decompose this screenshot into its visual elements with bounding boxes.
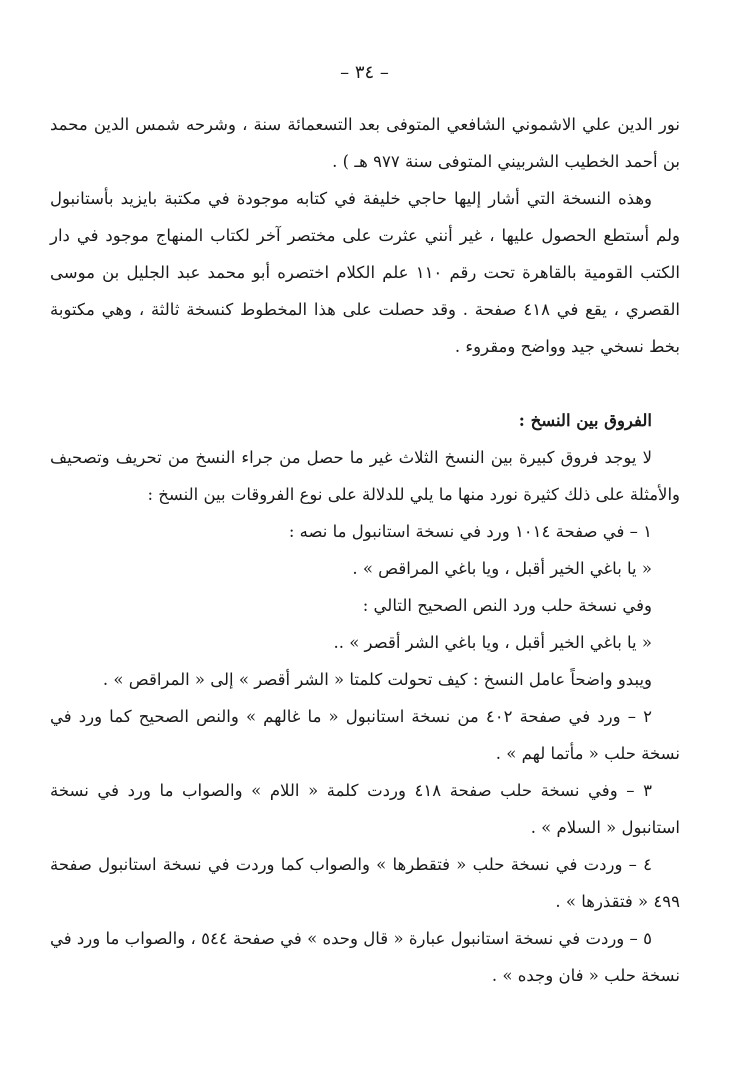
list-item: ٥ – وردت في نسخة استانبول عبارة « قال وحده » في صفحة ٥٤٤ ، والصواب ما ورد في نسخة حلب « فان وجده » . <box>50 929 680 985</box>
list-item: ٤ – وردت في نسخة حلب « فتقطرها » والصواب كما وردت في نسخة استانبول صفحة ٤٩٩ « فتقذرها » . <box>50 855 680 911</box>
paragraph: ويبدو واضحاً عامل النسخ : كيف تحولت كلمتا « الشر أقصر » إلى « المراقص » . <box>102 670 652 689</box>
document-body <box>50 106 680 994</box>
section-heading: الفروق بين النسخ : <box>518 411 652 430</box>
paragraph: وهذه النسخة التي أشار إليها حاجي خليفة في كتابه موجودة في مكتبة بايزيد بأستانبول ولم أستطع الحصول عليها ، غير أنني عثرت على مختصر آخر لكتاب المنهاج موجود في دار الكتب القومية بالقاهرة تحت رقم ١١٠ علم الكلام اختصره أبو محمد عبد الجليل بن موسى القصري ، يقع في ٤١٨ صفحة . وقد حصلت على هذا المخطوط كنسخة ثالثة ، وهي مكتوبة بخط نسخي جيد وواضح ومقروء . <box>50 189 681 356</box>
paragraph: وفي نسخة حلب ورد النص الصحيح التالي : <box>362 596 652 615</box>
quote-line: « يا باغي الخير أقبل ، ويا باغي المراقص » . <box>352 559 652 578</box>
paragraph: لا يوجد فروق كبيرة بين النسخ الثلاث غير ما حصل من جراء النسخ من تحريف وتصحيف والأمثلة على ذلك كثيرة نورد منها ما يلي للدلالة على نوع الفروقات بين النسخ : <box>50 448 680 504</box>
list-item: ٢ – ورد في صفحة ٤٠٢ من نسخة استانبول « ما غالهم » والنص الصحيح كما ورد في نسخة حلب « مأتما لهم » . <box>50 707 680 763</box>
page-number: – ٣٤ – <box>340 62 389 83</box>
list-item: ١ – في صفحة ١٠١٤ ورد في نسخة استانبول ما نصه : <box>288 522 652 541</box>
list-item: ٣ – وفي نسخة حلب صفحة ٤١٨ وردت كلمة « اللام » والصواب ما ورد في نسخة استانبول « السلام » . <box>50 781 680 837</box>
paragraph: نور الدين علي الاشموني الشافعي المتوفى بعد التسعمائة سنة ، وشرحه شمس الدين محمد بن أحمد الخطيب الشربيني المتوفى سنة ٩٧٧ هـ ) . <box>50 115 680 171</box>
quote-line: « يا باغي الخير أقبل ، ويا باغي الشر أقصر » .. <box>333 633 652 652</box>
